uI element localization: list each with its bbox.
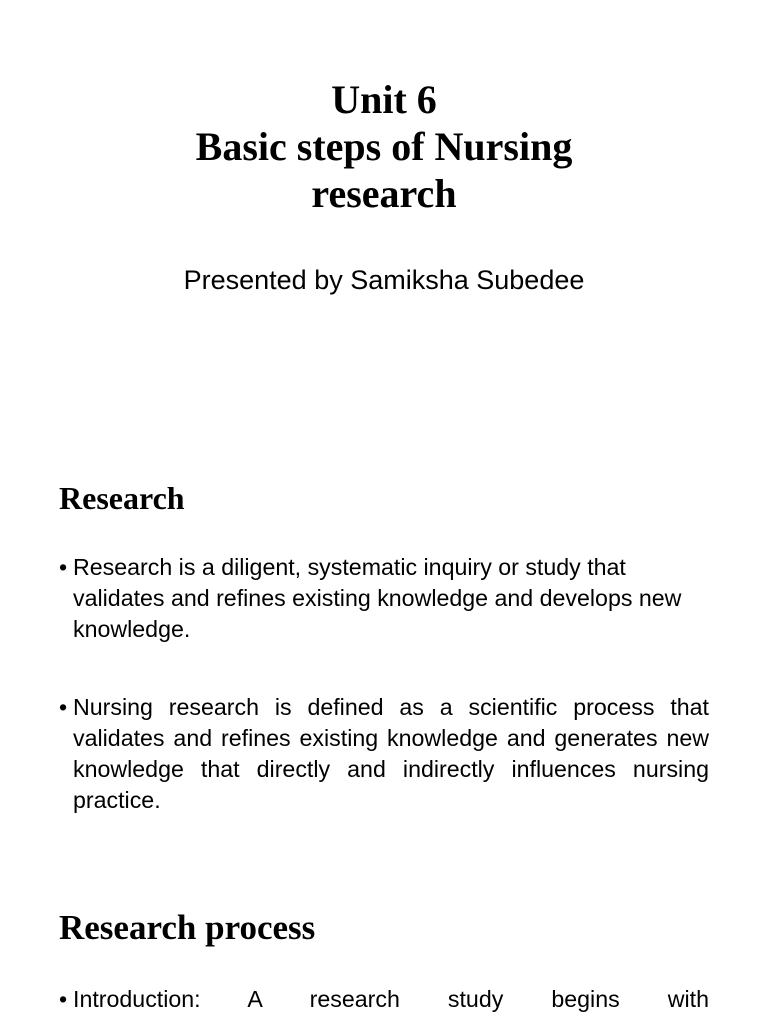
bullet-glyph: • <box>59 694 68 720</box>
research-heading: Research <box>59 480 185 516</box>
title-line-unit: Unit 6 <box>331 77 437 122</box>
research-process-heading: Research process <box>59 908 316 947</box>
bullet-text: Nursing research is defined as a scientific process that validates and refines existing knowledge and generates new knowledge that directly and indirectly influences nursing practice. <box>73 694 709 813</box>
title-slide <box>0 0 768 440</box>
research-process-slide <box>0 900 768 1024</box>
title-line-topic: Basic steps of Nursing <box>195 124 573 169</box>
process-bullet-introduction <box>59 984 709 1015</box>
research-bullet-definition <box>59 552 709 645</box>
bullet-text: Research is a diligent, systematic inquiry or study that validates and refines existing knowledge and develops new knowledge. <box>73 554 682 642</box>
title-line-topic-cont: research <box>311 171 457 216</box>
bullet-text: Introduction: A research study begins with <box>73 986 709 1012</box>
research-bullet-nursing <box>59 692 709 816</box>
presenter-subtitle: Presented by Samiksha Subedee <box>183 265 585 295</box>
bullet-glyph: • <box>59 554 68 580</box>
slide-title <box>0 76 768 217</box>
bullet-glyph: • <box>59 986 68 1012</box>
research-slide <box>0 470 768 870</box>
